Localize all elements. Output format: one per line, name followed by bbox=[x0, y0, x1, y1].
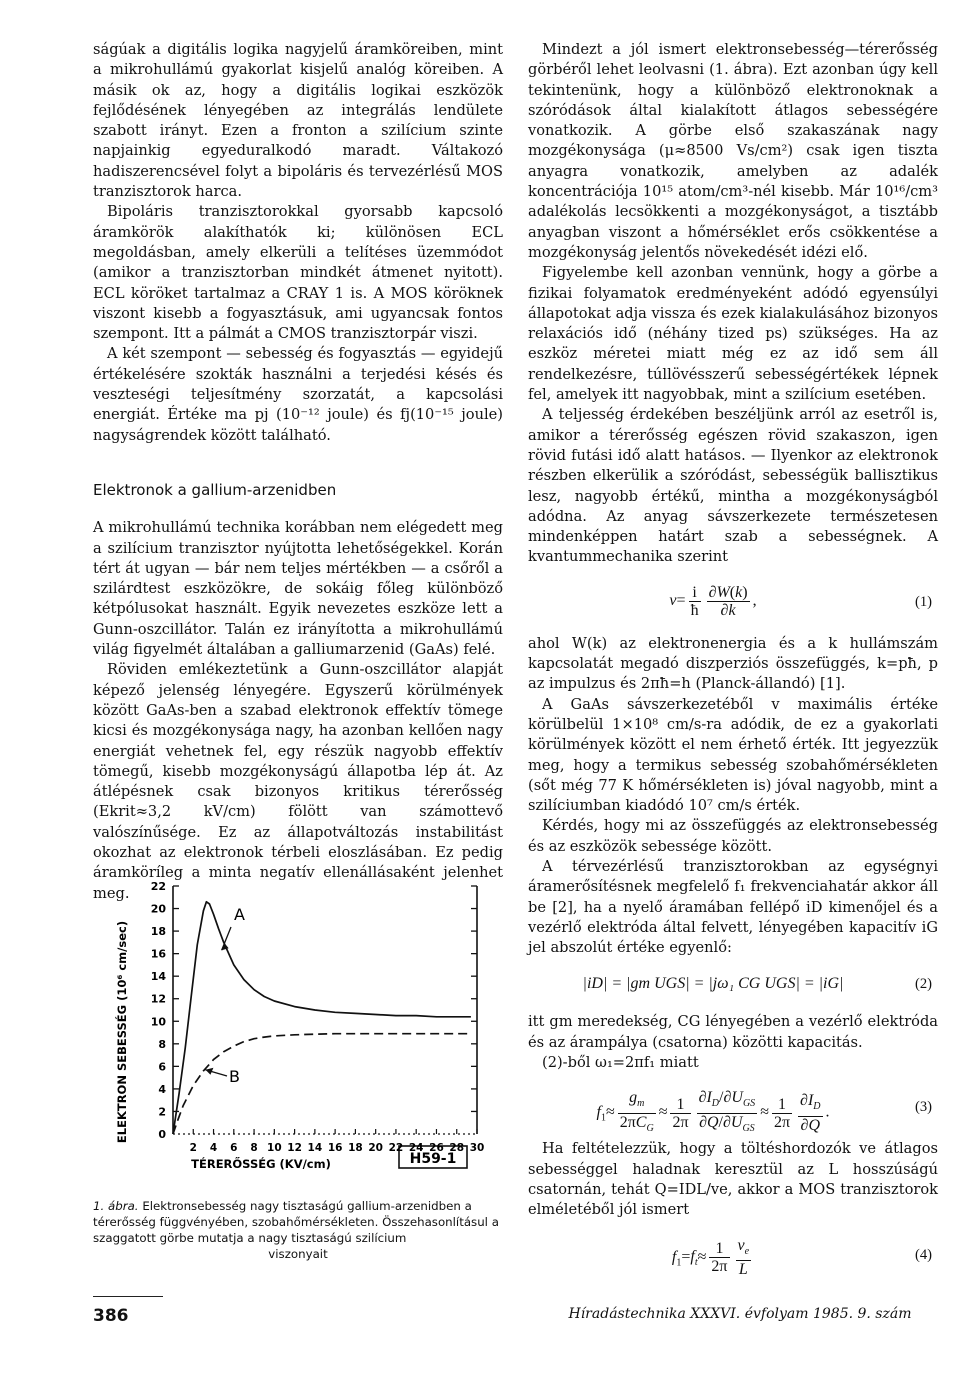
curve-label-a: A bbox=[234, 905, 245, 924]
x-tick-label: 4 bbox=[209, 1142, 218, 1154]
x-axis-label: TÉRERŐSSÉG (KV/cm) bbox=[191, 1157, 331, 1171]
y-tick-label: 18 bbox=[150, 925, 166, 939]
y-tick-label: 10 bbox=[150, 1015, 166, 1029]
curve-label-b: B bbox=[229, 1067, 240, 1086]
section-heading: Elektronok a gallium-arzenidben bbox=[93, 480, 337, 499]
right-paragraph-10: Ha feltételezzük, hogy a töltéshordozók ve átlagos sebességgel haladnak keresztül az L hosszúságú csatornán, tehát Q=IDL/ve, akkor a MOS tranzisztorok elméletéből jól ismert bbox=[528, 1140, 938, 1219]
y-tick-label: 8 bbox=[158, 1037, 166, 1051]
right-paragraph-1: Mindezt a jól ismert elektronsebesség—térerősség görbéről lehet leolvasni (1. ábra). Ezt azonban úgy kell tekintenünk, hogy a különböző elektronoknak a szóródások által kialakított átlagos sebességére vonatkozik. A görbe első szakaszának nagy mozgékonysága (μ≈8500 Vs/cm²) csak igen tiszta anyagra vonatkozik, amelyben az adalék koncentrációja 10¹⁵ atom/cm³-nél kisebb. Már 10¹⁶/cm³ adalékolás lecsökkenti a mozgékonyságot, a tisztább anyagban viszont a hőmérséklet erős csökkentése a mozgékonyság jelentős növekedését idézi elő. bbox=[528, 41, 938, 261]
right-paragraph-2: Figyelembe kell azonban vennünk, hogy a görbe a fizikai folyamatok eredményeként adódó egyensúlyi állapotokat adja vissza és ezek kialakulásához bizonyos relaxációs idő (néhány tized ps) szükséges. Ha az eszköz méretei miatt még ez az idő sem áll rendelkezésre, túllövésszerű sebességértékek lépnek fel, amelyek itt nagyobbak, mint a szilícium esetében. bbox=[528, 264, 938, 404]
x-tick-label: 28 bbox=[449, 1142, 465, 1154]
right-paragraph-4: ahol W(k) az elektronenergia és a k hullámszám kapcsolatát megadó diszperziós összefüggés, k=pħ, p az impulzus és 2πħ=h (Planck-állandó) [1]. bbox=[528, 634, 938, 693]
footer-rule bbox=[93, 1296, 163, 1297]
y-tick-label: 6 bbox=[158, 1060, 166, 1074]
left-paragraph-3: A két szempont — sebesség és fogyasztás — egyidejű értékelésére szokták használni a terjedési késés és veszteségi teljesítmény szorzatát, a kapcsolási energiát. Értéke ma pj (10⁻¹² joule) és fj(10⁻¹⁵ joule) nagyságrendek között található. bbox=[93, 345, 503, 444]
series-b-line bbox=[173, 1034, 471, 1134]
right-paragraph-3: A teljesség érdekében beszéljünk arról az esetről is, amikor a térerősség egészen rövid szakaszon, igen rövid futási idő alatt hatásos. — Ilyenkor az elektronok részben elkerülik a szóródást, sebességük ballisztikus lesz, nagyobb értékű, mintha a mozgékonyságból adódna. Az anyag sávszerkezete természetesen mindenképpen határt szab a sebességnek. A kvantummechanika szerint bbox=[528, 406, 938, 566]
left-paragraph-5: Röviden emlékeztetünk a Gunn-oszcillátor alapját képező jelenség lényegére. Egyszerű körülmények között GaAs-ben a szabad elektronok effektív tömege kicsi és mozgékonysága nagy, ha azonban kellően nagy energiát vehetnek fel, egy részük nagyobb effektív tömegű, kisebb mozgékonyságú állapotba lép át. Az átlépésnek csak bizonyos kritikus térerősség (Ekrit≈3,2 kV/cm) fölött van számottevő valószínűsége. Ez az állapotváltozás instabilitást okozhat az elektronok térbeli eloszlásában. Ez pedig áramköríleg a minta negatív ellenállásaként jelenhet meg. bbox=[93, 661, 503, 902]
y-tick-label: 20 bbox=[150, 902, 166, 916]
x-tick-label: 24 bbox=[408, 1142, 424, 1154]
equation-4 bbox=[528, 1231, 938, 1277]
x-tick-label: 16 bbox=[327, 1142, 343, 1154]
left-paragraph-1: ságúak a digitális logika nagyjelű áramköreiben, mint a mikrohullámú gyakorlat kisjelű analóg köreiben. A másik ok az, hogy a digitális logikai eszközök fejlődésének lényegében az integrálás lendülete szabott irányt. Ezen a fronton a szilícium szinte napjainkig egyeduralkodó maradt. Váltakozó hadiszerencsével folyt a bipoláris és tervezérlésű MOS tranzisztorok harca. bbox=[93, 41, 503, 201]
caption-text: Elektronsebesség nagy tisztaságú gallium-arzenidben a térerősség függvényében, szobahőmérsékleten. Összehasonlításul a szaggatott görbe mutatja a nagy tisztaságú szilícium bbox=[93, 1199, 499, 1245]
velocity-field-chart bbox=[93, 872, 503, 1192]
x-tick-label: 20 bbox=[368, 1142, 383, 1154]
y-tick-label: 0 bbox=[158, 1128, 166, 1141]
page-number: 386 bbox=[93, 1306, 129, 1326]
caption-label: 1. ábra. bbox=[93, 1199, 139, 1213]
y-tick-label: 4 bbox=[158, 1082, 166, 1096]
x-tick-label: 18 bbox=[348, 1142, 363, 1154]
equation-2 bbox=[528, 968, 938, 1002]
equation-4-body: $f_1=f_t\approx$ $\frac{1}{2\pi}$ $\frac{v_e}{L}$ bbox=[671, 1236, 750, 1278]
y-axis-label: ELEKTRON SEBESSÉG (10⁶ cm/sec) bbox=[115, 920, 129, 1144]
y-tick-label: 14 bbox=[150, 970, 166, 984]
journal-footer: Híradástechnika XXXVI. évfolyam 1985. 9. szám bbox=[568, 1306, 912, 1322]
equation-1-body: v= $\frac{i}{ħ}$ $\frac{\partial W(k)}{\partial k}$ , bbox=[669, 583, 757, 619]
caption-last-line: viszonyait bbox=[268, 1247, 328, 1261]
x-tick-label: 10 bbox=[267, 1142, 282, 1154]
left-column bbox=[93, 40, 503, 904]
x-tick-label: 14 bbox=[307, 1142, 323, 1154]
y-tick-label: 2 bbox=[158, 1105, 166, 1119]
equation-2-number: (2) bbox=[914, 976, 932, 993]
right-paragraph-7: A térvezérlésű tranzisztorokban az egységnyi áramerősítésnek megfelelő f₁ frekvenciahatár akkor áll be [2], ha a nyelő áramában fellépő iD kimenőjel és a vezérlő elektróda által felvett, lényegében kapacitív iG jel abszolút értéke egyenlő: bbox=[528, 857, 938, 957]
left-paragraph-2: Bipoláris tranzisztorokkal gyorsabb kapcsoló áramkörök alakíthatók ki; különösen ECL megoldásban, amely elkerüli a telítéses üzemmódot (amikor a tranzisztorban mindkét átmenet nyitott). ECL köröket tartalmaz a CRAY 1 is. A MOS köröknek viszont kisebb a fogyasztásuk, ami ugyancsak fontos szempont. Itt a pálmát a CMOS tranzisztorpár viszi. bbox=[93, 203, 503, 343]
x-tick-label: 22 bbox=[388, 1142, 404, 1154]
equation-1-number: (1) bbox=[914, 593, 932, 610]
figure-code: H59-1 bbox=[409, 1151, 457, 1167]
y-tick-label: 12 bbox=[150, 992, 166, 1006]
right-paragraph-9: (2)-ből ω₁=2πf₁ miatt bbox=[542, 1054, 699, 1072]
y-tick-label: 16 bbox=[150, 947, 166, 961]
right-paragraph-8: itt gm meredekség, CG lényegében a vezérlő elektróda és az árampálya (csatorna) közötti kapacitás. bbox=[528, 1013, 938, 1051]
x-tick-label: 12 bbox=[287, 1142, 302, 1154]
equation-4-number: (4) bbox=[914, 1246, 932, 1263]
figure-caption bbox=[93, 1198, 503, 1262]
right-paragraph-6: Kérdés, hogy mi az összefüggés az elektronsebesség és az eszközök sebessége között. bbox=[528, 817, 938, 855]
figure-1 bbox=[93, 872, 503, 1192]
x-tick-label: 2 bbox=[189, 1142, 197, 1154]
x-tick-label: 8 bbox=[250, 1142, 258, 1154]
y-tick-label: 22 bbox=[150, 880, 166, 893]
x-tick-label: 26 bbox=[429, 1142, 444, 1154]
equation-3-number: (3) bbox=[914, 1099, 932, 1116]
equation-3-body: $f_1\approx$ $\frac{g_m}{2\pi C_G}$ ≈ $\frac{1}{2\pi}$ $\frac{\partial I_D/\partial U_{GS}}{\partial Q/\partial U_{GS}}$ ≈ $\frac{1}{2\pi}$ $\frac{\partial I_D}{\partial Q}$ . bbox=[596, 1089, 830, 1134]
equation-3 bbox=[528, 1083, 938, 1134]
right-column bbox=[528, 40, 938, 1287]
series-a-line bbox=[173, 902, 471, 1134]
x-tick-label: 6 bbox=[230, 1142, 238, 1154]
left-paragraph-4: A mikrohullámú technika korábban nem elégedett meg a szilícium tranzisztor nyújtotta lehetőségekkel. Korán tért át ugyan — bár nem teljes mértékben — a csőről a szilárdtest eszközökre, de sokáig főleg különböző kétpólusokat használt. Egyik nevezetes eszköze lett a Gunn-oszcillátor. Talán ez irányította a mikrohullámú világ figyelmét általában a galliumarzenid (GaAs) felé. bbox=[93, 519, 503, 659]
equation-1 bbox=[528, 578, 938, 624]
equation-2-body: |iD| = |gm UGS| = |jω₁ CG UGS| = |iG| bbox=[582, 975, 844, 993]
x-tick-label: 30 bbox=[469, 1142, 485, 1154]
right-paragraph-5: A GaAs sávszerkezetéből v maximális értéke körülbelül 1×10⁸ cm/s-ra adódik, de ez a gyakorlati körülmények között el nem érhető érték. Itt jegyezzük meg, hogy a termikus sebesség szobahőmérsékleten (sőt még 77 K hőmérsékleten is) jóval nagyobb, mint a szilíciumban kiadódó 10⁷ cm/s érték. bbox=[528, 695, 938, 815]
